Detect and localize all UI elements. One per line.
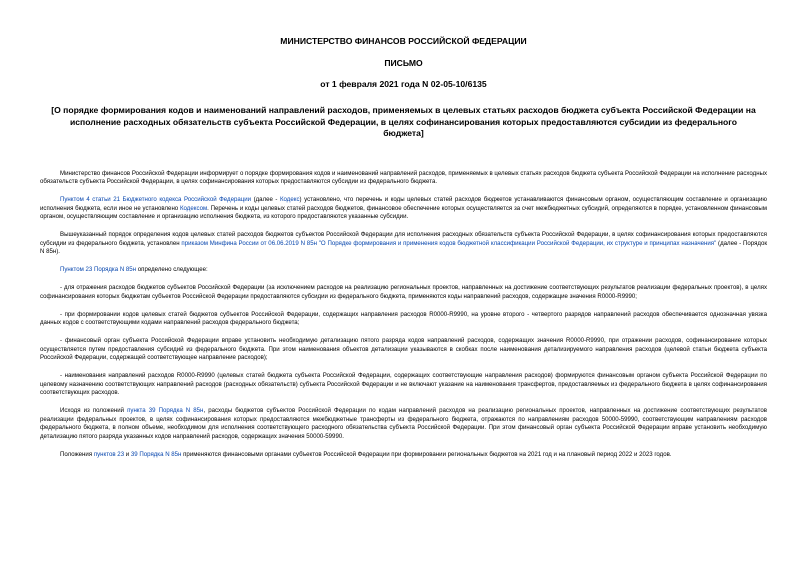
code-link[interactable]: Кодекс <box>280 196 300 203</box>
paragraph-application <box>40 451 767 460</box>
paragraph-text: - финансовый орган субъекта Российской Федерации вправе установить необходимую детализацию пятого разряда кодов направлений расходов, содержащих значения R0000-R9990, при отражении расходов, софинансирование которых осуществляется путем предоставления субсидий из федерального бюджета. При этом наименования объектов детализации указываются в скобках после наименования детализируемого направления расходов (целевой статьи бюджета субъекта Российской Федерации, содержащей соответствующее направление расходов); <box>40 337 767 361</box>
document-date-number: от 1 февраля 2021 года N 02-05-10/6135 <box>320 79 487 89</box>
paragraph-order-reference <box>40 231 767 257</box>
paragraph-text: применяются финансовыми органами субъектов Российской Федерации при формировании региональных бюджетов на 2021 год и на плановый период 2022 и 2023 годов. <box>181 450 672 458</box>
clause-23-link[interactable]: пунктов 23 <box>93 450 125 458</box>
paragraph-text: Министерство финансов Российской Федерации информирует о порядке формирования кодов и наименований направлений расходов, применяемых в целевых статьях расходов бюджета субъекта Российской Федерации на исполнение расходных обязательств субъекта Российской Федерации, в целях софинансирования которых предоставляются субсидии из федерального бюджета. <box>40 169 767 185</box>
paragraph-clause-39 <box>40 407 767 441</box>
list-item-3 <box>40 337 767 363</box>
paragraph-text: - при формировании кодов целевых статей бюджетов субъектов Российской Федерации, содержащих направления расходов R0000-R9990, на уровне второго - четвертого разрядов направлений расходов обеспечивается однозначная увязка данных кодов с соответствующими кодами направлений расходов федерального бюджета; <box>40 310 767 326</box>
clause-39-link[interactable]: пункта 39 Порядка N 85н <box>127 407 204 414</box>
paragraph-text: . Перечень и коды целевых статей расходов бюджетов, финансовое обеспечение которых осуществляется за счет межбюджетных субсидий, определяются в порядке, установленном финансовым органом, осуществляющим составление и организацию исполнения бюджета, из которого предоставляются указанные субсидии. <box>40 204 767 220</box>
paragraph-text: , расходы бюджетов субъектов Российской Федерации по кодам направлений расходов на реализацию региональных проектов, направленных на достижение соответствующих результатов реализации федеральных проектов, в целях софинансирования которых предоставляются межбюджетные трансферты из федерального бюджета, отражаются по направлениям расходов 50000-59990, соответствующим направлениям расходов федерального бюджета, в полном объеме, необходимом для исполнения соответствующего расходного обязательства субъекта Российской Федерации. При этом финансовый орган субъекта Российской Федерации вправе установить необходимую детализацию пятого разряда указанных кодов направлений расходов, содержащих значения 50000-59990. <box>40 407 767 440</box>
paragraph-text: Вышеуказанный порядок определения кодов целевых статей расходов бюджетов субъектов Российской Федерации для исполнения расходных обязательств субъекта Российской Федерации, в целях софинансирования которых предоставляются субсидии из федерального бюджета, установлен <box>40 231 767 247</box>
paragraph-text: - для отражения расходов бюджетов субъектов Российской Федерации (за исключением расходов на реализацию региональных проектов, направленных на достижение соответствующих результатов реализации федеральных проектов), в целях софинансирования которых бюджетам субъектов Российской Федерации предоставляются субсидии из федерального бюджета, применяются коды направлений расходов, содержащие значения R0000-R9990; <box>40 284 767 300</box>
paragraph-text: ) установлено, что перечень и коды целевых статей расходов бюджетов устанавливаются финансовым органом, осуществляющим составление и организацию исполнения бюджета, если иное не установлено <box>40 196 767 212</box>
paragraph-text: Положения <box>60 450 94 458</box>
paragraph-text: - наименования направлений расходов R0000-R9990 (целевых статей бюджета субъекта Российской Федерации, содержащих соответствующие направления расходов) формируются финансовым органом субъекта Российской Федерации по целевому назначению соответствующих направлений расходов (расходных обязательств) субъекта Российской Федерации и не включают указание на наименования трансфертов, предоставляемых из федерального бюджета в целях софинансирования соответствующих расходов. <box>40 372 767 396</box>
budget-code-article-link[interactable]: Пунктом 4 статьи 21 Бюджетного кодекса Российской Федерации <box>60 196 252 203</box>
document-title: [О порядке формирования кодов и наименований направлений расходов, применяемых в целевых статьях расходов бюджета субъекта Российской Федерации на исполнение расходных обязательств субъекта Российской Федерации, в целях софинансирования которых предоставляются субсидии из федерального бюджета] <box>51 105 756 138</box>
paragraph-clause-23 <box>40 266 767 275</box>
list-item-2 <box>40 311 767 328</box>
clause-23-link[interactable]: Пунктом 23 Порядка N 85н <box>60 266 137 273</box>
order-85n-link[interactable]: приказом Минфина России от 06.06.2019 N 85н "О Порядке формирования и применения кодов бюджетной классификации Российской Федерации, их структуре и принципах назначения" <box>181 239 717 247</box>
paragraph-code-reference <box>40 196 767 222</box>
paragraph-intro <box>40 170 767 187</box>
paragraph-text: Исходя из положений <box>60 407 128 414</box>
paragraph-text: (далее - <box>251 196 280 203</box>
ministry-heading: МИНИСТЕРСТВО ФИНАНСОВ РОССИЙСКОЙ ФЕДЕРАЦИИ <box>280 36 527 46</box>
paragraph-text: (далее - Порядок N 85н). <box>40 239 767 255</box>
document-type: ПИСЬМО <box>384 58 423 68</box>
paragraph-text: определено следующее: <box>136 266 208 273</box>
clause-39-link[interactable]: 39 Порядка N 85н <box>130 450 182 458</box>
paragraph-text: и <box>124 450 131 458</box>
list-item-4 <box>40 372 767 398</box>
code-link[interactable]: Кодексом <box>179 204 208 212</box>
list-item-1 <box>40 284 767 301</box>
